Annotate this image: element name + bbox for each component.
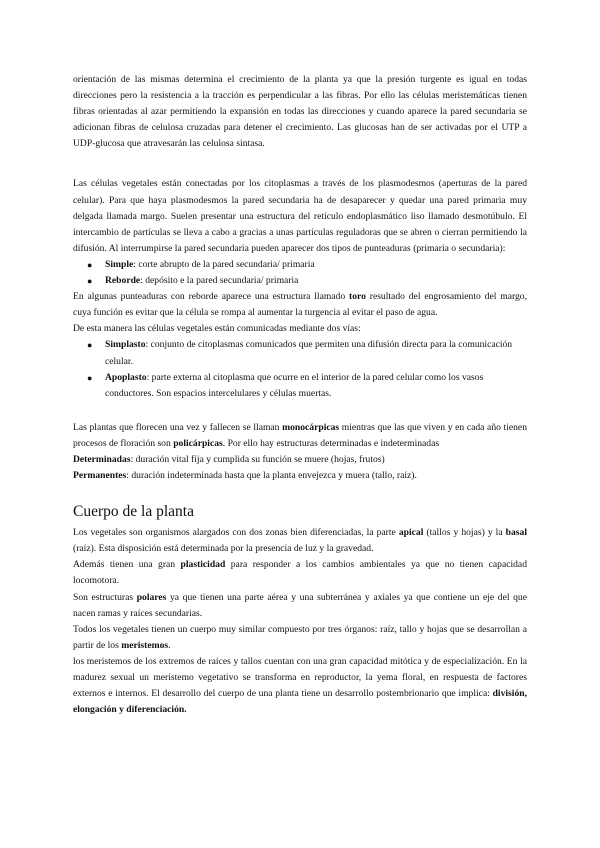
list-item: ● Reborde: depósito e la pared secundaria/ primaria <box>73 273 527 289</box>
paragraph-communication-routes: De esta manera las células vegetales están comunicadas mediante dos vías: <box>73 323 361 335</box>
list-item: ● Apoplasto: parte externa al citoplasma que ocurre en el interior de la pared celular como los vasos conductores. Son espacios intercelulares y células muertas. <box>87 371 484 399</box>
definition-determinadas: Determinadas: duración vital fija y cumplida su función se muere (hojas, frutos) <box>73 453 385 465</box>
paragraph-flowering: Las plantas que florecen una vez y fallecen se llaman monocárpicas mientras que las que viven y en cada año tienen procesos de floración son policárpicas. Por ello hay estructuras determinadas e indeterminadas <box>73 421 527 449</box>
bullet-icon: ● <box>87 276 93 287</box>
bullet-icon: ● <box>87 372 93 383</box>
routes-list <box>73 337 527 401</box>
paragraph-plasmodesmata: Las células vegetales están conectadas por los citoplasmas a través de los plasmodesmos (aperturas de la pared celular). Para que haya plasmodesmos la pared secundaria ha de desaparecer y quedar una pared primaria muy delgada llamada margo. Suelen presentar una estructura del retículo endoplasmático liso llamado desmotúbulo. El intercambio de partículas se lleva a cabo a gracias a unas partículas reguladoras que se abren o cierran permitiendo la difusión. Al interrumpirse la pared secundaria pueden aparecer dos tipos de punteaduras (primaria o secundaria): <box>73 178 527 254</box>
paragraph-toro: En algunas punteaduras con reborde aparece una estructura llamado toro resultado del engrosamiento del margo, cuya función es evitar que la célula se rompa al aumentar la turgencia al evitar el paso de agua. <box>73 291 527 319</box>
bullet-icon: ● <box>87 340 93 351</box>
section-heading: Cuerpo de la planta <box>73 503 194 521</box>
paragraph-polar: Son estructuras polares ya que tienen una parte aérea y una subterránea y axiales ya que contiene un eje del que nacen ramas y raíces secundarias. <box>73 591 527 619</box>
list-item: ● Simplasto: conjunto de citoplasmas comunicados que permiten una difusión directa para la comunicación celular. <box>87 339 513 367</box>
bullet-icon: ● <box>87 259 93 270</box>
paragraph-plasticity: Además tienen una gran plasticidad para responder a los cambios ambientales ya que no tienen capacidad locomotora. <box>73 559 527 587</box>
definition-permanentes: Permanentes: duración indeterminada hasta que la planta envejezca y muera (tallo, raíz). <box>73 470 417 482</box>
list-item: ● Simple: corte abrupto de la pared secundaria/ primaria <box>73 257 527 273</box>
paragraph-cell-wall-growth: orientación de las mismas determina el crecimiento de la planta ya que la presión turgente es igual en todas direcciones pero la resistencia a la tracción es perpendicular a las fibras. Por ello las células meristemáticas tienen fibras orientadas al azar permitiendo la expansión en todas las direcciones y cuando aparece la pared secundaria se adicionan fibras de celulosa cruzadas para detener el crecimiento. Las glucosas han de ser activadas por el UTP a UDP-glucosa que atravesarán las celulosa sintasa. <box>73 74 527 150</box>
paragraph-plant-zones: Los vegetales son organismos alargados con dos zonas bien diferenciadas, la parte apical (tallos y hojas) y la basal (raíz). Esta disposición está determinada por la presencia de luz y la gravedad. <box>73 527 527 555</box>
paragraph-meristems: los meristemos de los extremos de raíces y tallos cuentan con una gran capacidad mitótica y de especialización. En la madurez sexual un meristemo vegetativo se transforma en reproductor, la yema floral, en respuesta de factores externos e internos. El desarrollo del cuerpo de una planta tiene un desarrollo postembrionario que implica: división, elongación y diferenciación. <box>73 655 527 716</box>
pit-types-list <box>73 257 527 289</box>
document-body <box>73 72 527 718</box>
paragraph-organs: Todos los vegetales tienen un cuerpo muy similar compuesto por tres órganos: raíz, tallo y hojas que se desarrollan a partir de los meristemos. <box>73 623 527 651</box>
